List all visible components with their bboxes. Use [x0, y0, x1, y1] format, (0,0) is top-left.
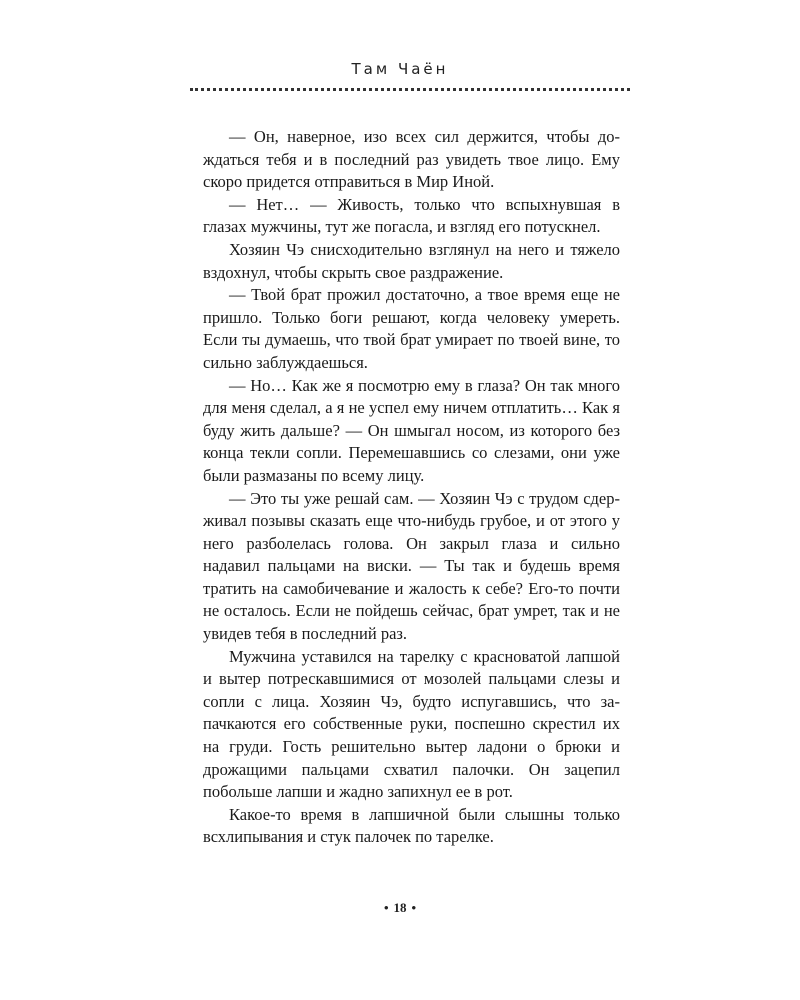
running-header-author: Там Чаён	[351, 60, 449, 78]
bullet-left: •	[383, 900, 389, 915]
paragraph-8: Какое-то время в лапшичной были слышны только всхлипывания и стук палочек по тарелке.	[203, 804, 620, 847]
page-number: 18	[393, 900, 407, 915]
body-text	[203, 126, 620, 849]
paragraph-7: Мужчина уставился на тарелку с красноватой лапшой и вытер потрескавшимися от мозолей пальцами слезы и сопли с лица. Хозяин Чэ, будто испугавшись, что запачкаются его собственные руки, поспешно скрестил их на груди. Гость решительно вытер ладони о брюки и дрожащими пальцами схватил палочки. Он зацепил побольше лапши и жадно запихнул ее в рот.	[203, 646, 620, 802]
paragraph-2: — Нет… — Живость, только что вспыхнувшая в глазах мужчины, тут же погасла, и взгляд его потускнел.	[203, 194, 620, 237]
header-dotted-rule	[190, 88, 630, 91]
paragraph-5: — Но… Как же я посмотрю ему в глаза? Он так много для меня сделал, а я не успел ему ничем отплатить… Как я буду жить дальше? — Он шмыгал носом, из которого без конца текли сопли. Перемешавшись со слезами, они уже были размазаны по всему лицу.	[203, 375, 620, 485]
paragraph-4: — Твой брат прожил достаточно, а твое время еще не пришло. Только боги решают, когда человеку умереть. Если ты думаешь, что твой брат умирает по твоей вине, то сильно заблуждаешься.	[203, 285, 620, 372]
page-number-footer	[0, 900, 800, 916]
paragraph-3: Хозяин Чэ снисходительно взглянул на него и тяжело вздохнул, чтобы скрыть свое раздражение.	[203, 239, 620, 282]
paragraph-1: — Он, наверное, изо всех сил держится, чтобы дождаться тебя и в последний раз увидеть твое лицо. Ему скоро придется отправиться в Мир Иной.	[203, 127, 620, 192]
bullet-right: •	[411, 900, 417, 915]
paragraph-6: — Это ты уже решай сам. — Хозяин Чэ с трудом сдерживал позывы сказать еще что-нибудь грубое, и от этого у него разболелась голова. Он закрыл глаза и сильно надавил пальцами на виски. — Ты так и будешь время тратить на самобичевание и жалость к себе? Его-то почти не осталось. Если не пойдешь сейчас, брат умрет, так и не увидев тебя в последний раз.	[203, 488, 620, 644]
